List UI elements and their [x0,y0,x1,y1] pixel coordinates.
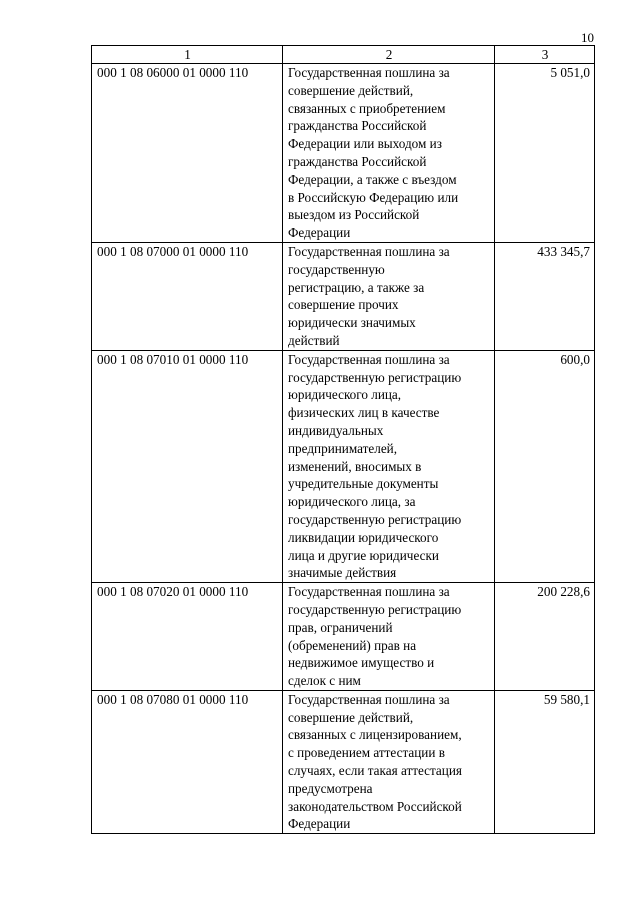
revenue-name-line: индивидуальных [288,422,384,438]
table-header [92,46,595,64]
table-row [92,64,595,243]
revenue-name-line: прав, ограничений [288,619,393,635]
revenue-name-line: регистрацию, а также за [288,279,425,295]
revenue-name-line: лица и другие юридически [288,547,439,563]
revenue-name-line: изменений, вносимых в [288,458,422,474]
revenue-name-line: совершение действий, [288,82,414,98]
amount-value: 5 051,0 [495,64,595,243]
classification-code: 000 1 08 07080 01 0000 110 [92,690,283,833]
revenue-name [283,242,495,350]
revenue-name-line: государственную [288,261,385,277]
revenue-name-line: Федерации [288,816,351,832]
classification-code: 000 1 08 06000 01 0000 110 [92,64,283,243]
revenue-name-line: Федерации или выходом из [288,136,442,152]
revenue-name-line: учредительные документы [288,476,439,492]
table-row [92,690,595,833]
revenue-name-line: связанных с приобретением [288,100,446,116]
revenue-name-line: сделок с ним [288,673,361,689]
revenue-name-line: совершение действий, [288,709,414,725]
revenue-name-line: с проведением аттестации в [288,745,445,761]
revenue-name-line: Государственная пошлина за [288,243,450,259]
revenue-name-line: совершение прочих [288,297,399,313]
revenue-name-line: гражданства Российской [288,118,427,134]
revenue-name-line: юридического лица, за [288,494,416,510]
classification-code: 000 1 08 07000 01 0000 110 [92,242,283,350]
revenue-name-line: предпринимателей, [288,440,398,456]
table-row [92,350,595,582]
revenue-name-line: ликвидации юридического [288,529,439,545]
revenue-name [283,690,495,833]
revenue-name-line: законодательством Российской [288,798,462,814]
header-row [92,46,595,64]
amount-value: 59 580,1 [495,690,595,833]
column-header-2: 2 [283,46,495,64]
revenue-name-line: государственную регистрацию [288,369,462,385]
revenue-name-line: государственную регистрацию [288,601,462,617]
revenue-name-line: в Российскую Федерацию или [288,189,459,205]
amount-value: 200 228,6 [495,583,595,691]
revenue-name-line: государственную регистрацию [288,511,462,527]
revenue-name-line: предусмотрена [288,780,373,796]
revenue-name-line: Государственная пошлина за [288,351,450,367]
revenue-name-line: гражданства Российской [288,153,427,169]
revenue-name-line: недвижимое имущество и [288,655,435,671]
page-number: 10 [581,30,594,45]
revenue-name-line: Государственная пошлина за [288,65,450,80]
revenue-name-line: юридически значимых [288,315,416,331]
revenue-name [283,583,495,691]
classification-code: 000 1 08 07010 01 0000 110 [92,350,283,582]
revenue-name-line: Государственная пошлина за [288,691,450,707]
table-row [92,242,595,350]
revenue-name-line: Федерации [288,225,351,241]
column-header-1: 1 [92,46,283,64]
classification-code: 000 1 08 07020 01 0000 110 [92,583,283,691]
revenue-table [91,45,595,834]
revenue-name [283,350,495,582]
revenue-name [283,64,495,243]
revenue-name-line: (обременений) прав на [288,637,417,653]
revenue-name-line: Государственная пошлина за [288,584,450,600]
table-body [92,64,595,834]
revenue-name-line: физических лиц в качестве [288,405,440,421]
column-header-3: 3 [495,46,595,64]
revenue-name-line: значимые действия [288,565,397,581]
amount-value: 433 345,7 [495,242,595,350]
amount-value: 600,0 [495,350,595,582]
table-row [92,583,595,691]
revenue-name-line: действий [288,332,340,348]
revenue-name-line: юридического лица, [288,387,402,403]
revenue-name-line: Федерации, а также с въездом [288,171,457,187]
revenue-name-line: случаях, если такая аттестация [288,763,462,779]
revenue-name-line: выездом из Российской [288,207,420,223]
revenue-name-line: связанных с лицензированием, [288,727,462,743]
